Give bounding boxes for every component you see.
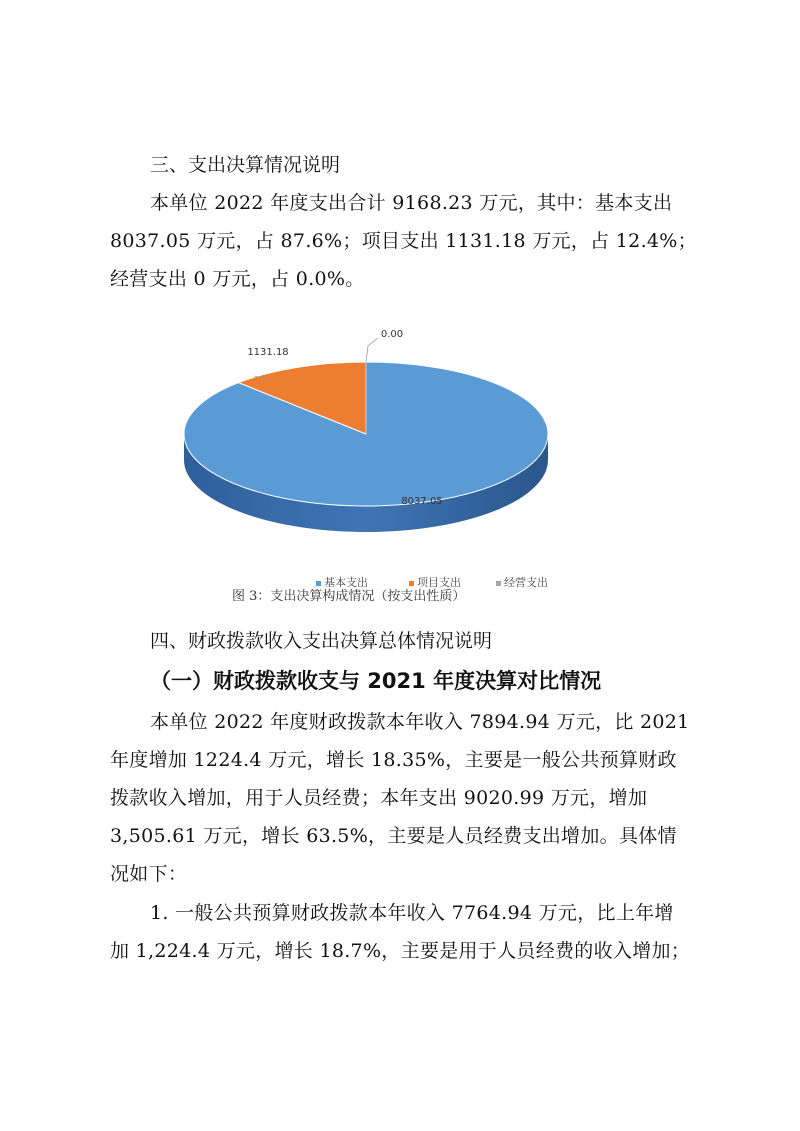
section-3-heading: 三、支出决算情况说明 [150, 154, 341, 176]
pie-slices [184, 362, 548, 532]
data-label-business: 0.00 [380, 329, 404, 340]
section-4-subheading: （一）财政拨款收支与 2021 年度决算对比情况 [150, 669, 602, 693]
legend-item-project: 项目支出 [409, 576, 465, 589]
para1-line-2: 年度增加 1224.4 万元，增长 18.35%，主要是一般公共预算财政 [110, 749, 677, 771]
section-3-line-2: 8037.05 万元，占 87.6%；项目支出 1131.18 万元，占 12.4%； [110, 230, 697, 252]
data-label-basic: 8037.05 [401, 496, 443, 507]
section-4-heading: 四、财政拨款收入支出决算总体情况说明 [150, 630, 493, 652]
legend-item-basic: 基本支出 [316, 576, 372, 589]
para1-line-5: 况如下： [110, 863, 188, 885]
leader-line-business [366, 338, 378, 362]
para1-line-1: 本单位 2022 年度财政拨款本年收入 7894.94 万元，比 2021 [150, 711, 690, 733]
para2-line-1: 1. 一般公共预算财政拨款本年收入 7764.94 万元，比上年增 [150, 902, 674, 924]
section-3-line-1: 本单位 2022 年度支出合计 9168.23 万元，其中：基本支出 [150, 192, 673, 214]
figure-caption: 图 3：支出决算构成情况（按支出性质） [232, 589, 466, 604]
expense-pie-chart [0, 300, 800, 600]
para1-line-3: 拨款收入增加，用于人员经费；本年支出 9020.99 万元，增加 [110, 787, 648, 809]
legend-swatch-business [496, 581, 501, 586]
section-3-line-3: 经营支出 0 万元，占 0.0%。 [110, 268, 365, 290]
para2-line-2: 加 1,224.4 万元，增长 18.7%，主要是用于人员经费的收入增加； [110, 940, 691, 962]
legend-item-business: 经营支出 [496, 576, 548, 589]
para1-line-4: 3,505.61 万元，增长 63.5%，主要是人员经费支出增加。具体情 [110, 825, 677, 847]
data-label-project: 1131.18 [247, 347, 289, 358]
